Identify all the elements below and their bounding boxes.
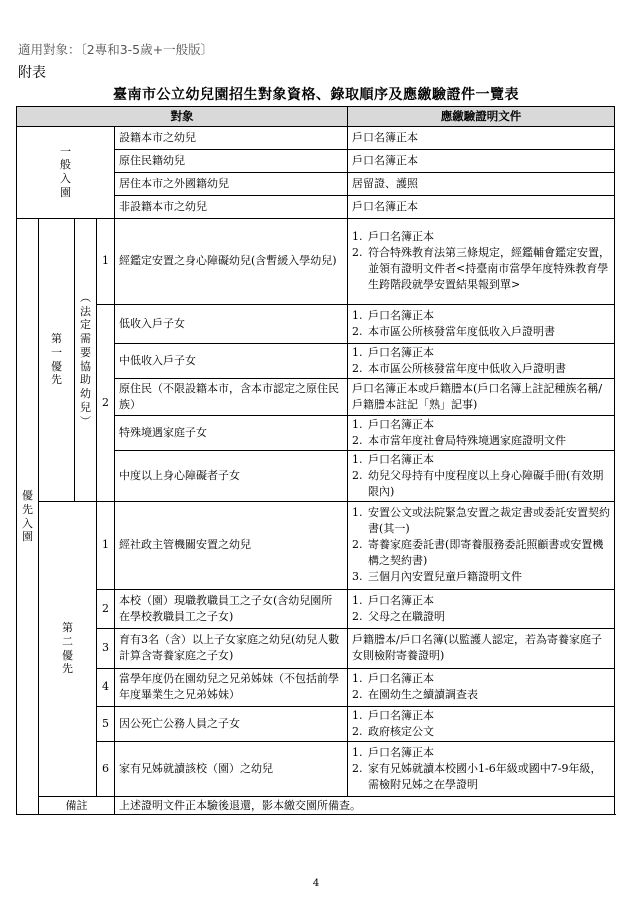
first-target: 低收入戶子女 <box>115 304 348 343</box>
row-number: 3 <box>97 628 115 668</box>
second-docs: 1. 戶口名簿正本 2. 父母之在職證明 <box>348 589 615 628</box>
table-row <box>17 126 615 149</box>
general-target: 非設籍本市之幼兒 <box>115 195 348 218</box>
priority-admission-label: 優 先 入 園 <box>17 218 39 815</box>
row-number: 1 <box>97 218 115 304</box>
second-docs: 1. 戶口名簿正本 2. 在園幼生之續讀調查表 <box>348 668 615 706</box>
general-target: 設籍本市之幼兒 <box>115 126 348 149</box>
first-docs: 1. 戶口名簿正本 2. 本市區公所核發當年度中低收入戶證明書 <box>348 343 615 378</box>
general-docs: 居留證、護照 <box>348 172 615 195</box>
row-number: 5 <box>97 706 115 741</box>
table-row <box>17 304 615 343</box>
first-docs: 戶口名簿正本或戶籍謄本(戶口名簿上註記種族名稱/戶籍謄本註記「熟」記事) <box>348 378 615 415</box>
table-row <box>17 589 615 628</box>
general-docs: 戶口名簿正本 <box>348 126 615 149</box>
remark-text: 上述證明文件正本驗後退還，影本繳交園所備查。 <box>115 796 615 815</box>
applies-to-label: 適用對象：〔2專和3-5歲+一般版〕 <box>18 42 214 57</box>
table-row <box>17 628 615 668</box>
second-target: 當學年度仍在園幼兒之兄弟姊妹（不包括前學年度畢業生之兄弟姊妹） <box>115 668 348 706</box>
first-docs: 1. 戶口名簿正本 2. 幼兒父母持有中度程度以上身心障礙手冊(有效期限內) <box>348 450 615 501</box>
table-row <box>17 741 615 796</box>
general-docs: 戶口名簿正本 <box>348 149 615 172</box>
row-number: 4 <box>97 668 115 706</box>
second-target: 家有兄姊就讀該校（園）之幼兒 <box>115 741 348 796</box>
table-row <box>17 668 615 706</box>
first-docs: 1. 戶口名簿正本 2. 符合特殊教育法第三條規定，經鑑輔會鑑定安置，並領有證明文件者<持臺南市當學年度特殊教育學生跨階段就學安置結果報到單> <box>348 218 615 304</box>
first-target: 經鑑定安置之身心障礙幼兒(含暫緩入學幼兒) <box>115 218 348 304</box>
second-docs: 1. 安置公文或法院緊急安置之裁定書或委託安置契約書(其一) 2. 寄養家庭委託書(即寄養服務委託照顧書或安置機構之契約書) 3. 三個月內安置兒童戶籍證明文件 <box>348 501 615 589</box>
table-row <box>17 218 615 304</box>
second-target: 本校（園）現職教職員工之子女(含幼兒園所在學校教職員工之子女) <box>115 589 348 628</box>
document-title: 臺南市公立幼兒園招生對象資格、錄取順序及應繳驗證件一覽表 <box>113 87 519 103</box>
remark-label: 備註 <box>39 796 115 815</box>
eligibility-table <box>16 106 615 815</box>
second-priority-label: 第 二 優 先 <box>39 501 97 796</box>
general-target: 居住本市之外國籍幼兒 <box>115 172 348 195</box>
general-docs: 戶口名簿正本 <box>348 195 615 218</box>
general-admission-label: 一 般 入 園 <box>17 126 115 218</box>
appendix-label: 附表 <box>18 65 46 81</box>
second-docs: 1. 戶口名簿正本 2. 家有兄姊就讀本校國小1-6年級或國中7-9年級，需檢附兄姊之在學證明 <box>348 741 615 796</box>
first-target: 中度以上身心障礙者子女 <box>115 450 348 501</box>
page-number: 4 <box>312 878 320 889</box>
row-number: 2 <box>97 304 115 501</box>
first-target: 特殊境遇家庭子女 <box>115 415 348 450</box>
row-number: 6 <box>97 741 115 796</box>
first-docs: 1. 戶口名簿正本 2. 本市區公所核發當年度低收入戶證明書 <box>348 304 615 343</box>
first-priority-label: 第 一 優 先 <box>39 218 75 501</box>
remark-row <box>17 796 615 815</box>
header-docs: 應繳驗證明文件 <box>348 107 615 127</box>
table-header-row <box>17 107 615 127</box>
second-target: 經社政主管機關安置之幼兒 <box>115 501 348 589</box>
general-target: 原住民籍幼兒 <box>115 149 348 172</box>
second-docs: 1. 戶口名簿正本 2. 政府核定公文 <box>348 706 615 741</box>
table-row <box>17 501 615 589</box>
first-priority-sub-label: ︵ 法 定 需 要 協 助 幼 兒 ︶ <box>75 218 97 501</box>
table-row <box>17 706 615 741</box>
second-target: 育有3名（含）以上子女家庭之幼兒(幼兒人數計算含寄養家庭之子女) <box>115 628 348 668</box>
second-target: 因公死亡公務人員之子女 <box>115 706 348 741</box>
first-target: 原住民（不限設籍本市，含本市認定之原住民族） <box>115 378 348 415</box>
first-target: 中低收入戶子女 <box>115 343 348 378</box>
row-number: 2 <box>97 589 115 628</box>
row-number: 1 <box>97 501 115 589</box>
header-target: 對象 <box>17 107 348 127</box>
second-docs: 戶籍謄本/戶口名簿(以監護人認定，若為寄養家庭子女則檢附寄養證明) <box>348 628 615 668</box>
first-docs: 1. 戶口名簿正本 2. 本市當年度社會局特殊境遇家庭證明文件 <box>348 415 615 450</box>
